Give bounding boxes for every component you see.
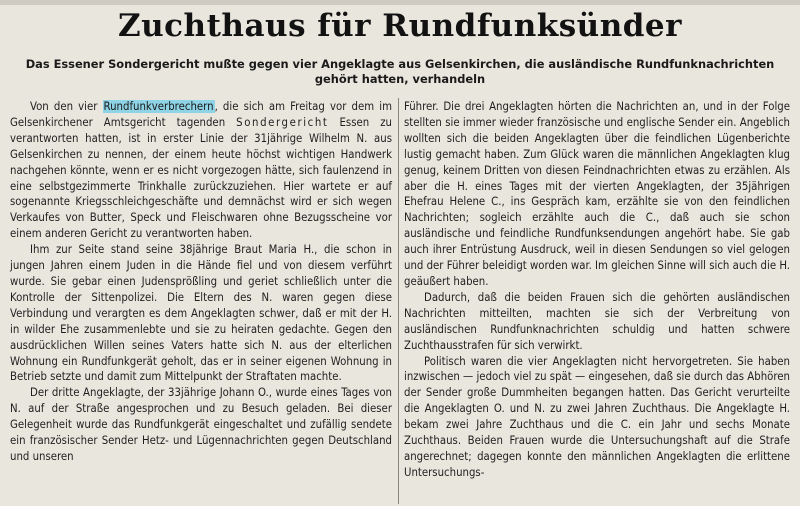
left-paragraph-3: Der dritte Angeklagte, der 33jährige Johann O., wurde eines Tages von N. auf der Straße angesprochen und zu Besuch geladen. Bei dieser Gelegenheit wurde das Rundfunkgerät eingeschaltet und zufällig sendete ein französischer Sender Hetz- und Lügennachrichten gegen Deutschland und unseren — [10, 386, 392, 463]
p1-tail-text: Essen zu verantworten hatten, ist in erster Linie der 31jährige Wilhelm N. aus Gelsenkirchen zu nennen, der einem heute höchst wichtigen Handwerk nachgehen könnte, wenn er es nicht vorgezogen hätte, sich faulenzend in eine selbstgezimmerte Trinkhalle zurückzuziehen. Hier wartete er auf sogenannte Kriegsschleichgeschäfte und demnächst wird er sich wegen Verkaufes von Butter, Speck und Fleischwaren ohne Bezugsscheine vor einem anderen Gericht zu verantworten haben. — [10, 115, 392, 241]
left-paragraph-1 — [10, 99, 392, 242]
p1-lead-text: Von den vier — [30, 100, 103, 113]
right-paragraph-2: Dadurch, daß die beiden Frauen sich die gehörten ausländischen Nachrichten mitteilten, machten sie sich der Verbreitung von ausländischen Rundfunknachrichten schuldig und hatten schwere Zuchthausstrafen für sich verwirkt. — [404, 290, 790, 352]
article-headline: Zuchthaus für Rundfunksünder — [118, 8, 682, 44]
top-border — [0, 0, 800, 5]
right-column — [404, 99, 790, 481]
left-column — [10, 99, 392, 465]
p1-mid-text: , die sich am Freitag vor dem im Gelsenkirchener Amtsgericht tagenden — [10, 100, 392, 129]
column-divider — [398, 98, 399, 504]
article-subheadline: Das Essener Sondergericht mußte gegen vier Angeklagte aus Gelsenkirchen, die ausländische Rundfunknachrichten gehört hatten, verhandeln — [25, 57, 775, 86]
highlighted-word[interactable]: Rundfunkverbrechern — [103, 100, 214, 113]
right-paragraph-1: Führer. Die drei Angeklagten hörten die Nachrichten an, und in der Folge stellten sie immer wieder französische und englische Sender ein. Angeblich wollten sich die beiden Angeklagten über die feindlichen Lügenberichte lustig gemacht haben. Zum Glück waren die männlichen Angeklagten klug genug, keinem Dritten von diesen Feindnachrichten etwas zu erzählen. Als aber die H. eines Tages mit der vierten Angeklagten, der 35jährigen Ehefrau Helene C., ins Gespräch kam, erzählte sie von den feindlichen Nachrichten; sogleich erzählte auch die C., daß auch sie schon ausländische und feindliche Rundfunksendungen angehört habe. Sie gab auch ihrer Entrüstung Ausdruck, weil in diesen Sendungen so viel gelogen und der Führer beleidigt worden war. Im gleichen Sinne will sich auch die H. geäußert haben. — [404, 100, 790, 288]
left-paragraph-2: Ihm zur Seite stand seine 38jährige Braut Maria H., die schon in jungen Jahren einem Juden in die Hände fiel und von diesem verführt wurde. Sie gebar einen Judensprößling und geriet schließlich unter die Kontrolle der Sittenpolizei. Die Eltern des N. waren gegen diese Verbindung und verargten es dem Angeklagten schwer, daß er mit der H. in wilder Ehe zusammenlebte und sie zu heiraten gedachte. Gegen den ausdrücklichen Willen seines Vaters hatte sich N. aus der elterlichen Wohnung ein Rundfunkgerät geholt, das er in seiner eigenen Wohnung in Betrieb setzte und damit zum Mittelpunkt der Straftaten machte. — [10, 243, 392, 384]
spaced-word: Sondergericht — [236, 115, 329, 129]
right-paragraph-3: Politisch waren die vier Angeklagten nicht hervorgetreten. Sie haben inzwischen — jedoch viel zu spät — eingesehen, daß sie durch das Abhören der Sender große Dummheiten begangen hatten. Das Gericht verurteilte die Angeklagten O. und N. zu zwei Jahren Zuchthaus. Die Angeklagte H. bekam zwei Jahre Zuchthaus und die C. ein Jahr und sechs Monate Zuchthaus. Beiden Frauen wurde die Untersuchungshaft auf die Strafe angerechnet; dagegen konnte den männlichen Angeklagten die erlittene Untersuchungs- — [404, 354, 790, 479]
